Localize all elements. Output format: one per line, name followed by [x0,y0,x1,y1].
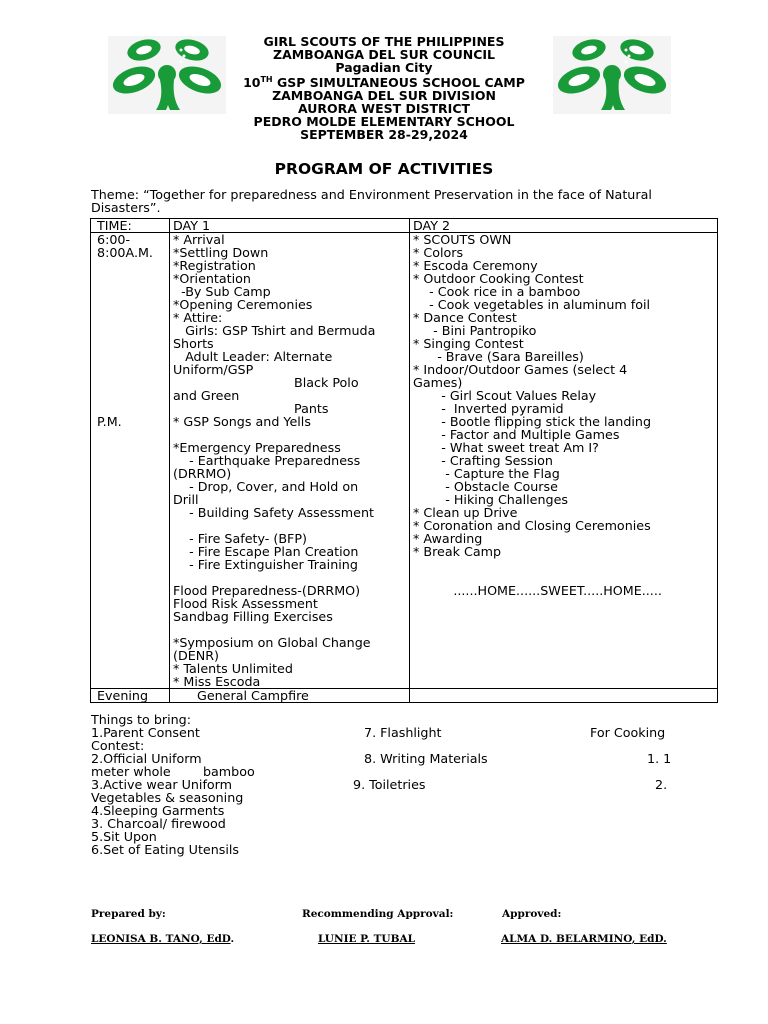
header-date: SEPTEMBER 28-29,2024 [300,126,468,142]
day1-activity-line: and Green [173,388,240,403]
prepared-by-name-text: LEONISA B. TANO, EdD [91,933,231,945]
header-org: GIRL SCOUTS OF THE PHILIPPINES [263,34,505,49]
day1-activity-line: Drill [173,492,199,507]
day1-activity-line: Sandbag Filling Exercises [173,609,333,624]
day1-activity-line: *Registration [173,258,256,273]
bring-item: 9. Toiletries [353,777,426,792]
day2-activity-line: - Bini Pantropiko [413,323,537,338]
time-line: 6:00- [97,232,131,247]
day2-activity-line: - Cook rice in a bamboo [413,284,581,299]
bring-item: 2.Official Uniform [91,751,202,766]
recommending-approval-label: Recommending Approval: [302,908,454,920]
header-camp-name: GSP SIMULTANEOUS SCHOOL CAMP [272,75,525,91]
day2-activity-line: - Factor and Multiple Games [413,427,620,442]
evening-activity: General Campfire [170,689,410,703]
day1-activity-line: Flood Preparedness-(DRRMO) [173,583,361,598]
table-row [91,233,718,689]
day1-activity-line: - Fire Escape Plan Creation [173,544,359,559]
bring-item: 6.Set of Eating Utensils [91,842,240,857]
day1-activity-line: *Symposium on Global Change [173,635,371,650]
day2-activity-line: - Capture the Flag [413,466,560,481]
day1-activity-line: - Fire Extinguisher Training [173,557,358,572]
prepared-by-label: Prepared by: [91,908,166,920]
day1-activity-line: - Earthquake Preparedness [173,453,361,468]
day1-activity-line: * Attire: [173,310,223,325]
things-heading: Things to bring: [91,712,191,727]
day1-activity-line: *Settling Down [173,245,269,260]
day2-activity-line: * Clean up Drive [413,505,518,520]
bring-item: Contest: [91,738,145,753]
header-city: Pagadian City [335,59,433,75]
day1-activity-line: - Building Safety Assessment [173,505,374,520]
program-table [90,218,718,703]
day1-activity-line: *Orientation [173,271,251,286]
evening-label: Evening [91,689,170,703]
header-camp-ordinal: TH [260,75,273,85]
day1-activity-line: Pants [173,401,329,416]
day1-activity-line: *Emergency Preparedness [173,440,341,455]
header-district: AURORA WEST DISTRICT [297,101,471,117]
column-header-day2: DAY 2 [410,219,718,233]
day1-activity-line: (DRRMO) [173,466,232,481]
cooking-contest-item: 1. 1 [647,751,672,766]
day2-activity-line: * Escoda Ceremony [413,258,538,273]
list-item [91,843,731,856]
day2-activity-line: - Obstacle Course [413,479,558,494]
day2-activity-line: - Crafting Session [413,453,553,468]
day2-activity-line: ......HOME......SWEET.....HOME..... [413,583,662,598]
girl-scout-trefoil-icon [108,36,226,114]
day1-cell [170,233,410,689]
day1-activity-line: (DENR) [173,648,219,663]
day2-activity-line: * Singing Contest [413,336,524,351]
day1-activity-line: Flood Risk Assessment [173,596,318,611]
approved-name: ALMA D. BELARMINO, EdD. [501,933,667,945]
header-camp-number: 10 [243,75,261,91]
column-header-day1: DAY 1 [170,219,410,233]
day2-activity-line: - Girl Scout Values Relay [413,388,597,403]
day1-activity-line: Uniform/GSP [173,362,254,377]
bring-item: 3.Active wear Uniform [91,777,233,792]
day2-activity-line: - Bootle flipping stick the landing [413,414,652,429]
list-item [91,817,731,830]
table-header-row [91,219,718,233]
day1-activity-line: -By Sub Camp [173,284,271,299]
prepared-by-name [91,933,234,945]
theme-text: Theme: “Together for preparedness and Environment Preservation in the face of Natural Disasters”. [91,187,652,215]
day2-activity-line: - Cook vegetables in aluminum foil [413,297,651,312]
day2-activity-line: * Break Camp [413,544,502,559]
day1-activity-line: Adult Leader: Alternate [173,349,333,364]
cooking-contest-item: 2. [655,777,668,792]
day1-activity-line: Shorts [173,336,214,351]
bring-item: 3. Charcoal/ firewood [91,816,226,831]
day2-activity-line: * Outdoor Cooking Contest [413,271,584,286]
bring-item: 5.Sit Upon [91,829,157,844]
things-to-bring [91,713,731,856]
day2-activity-line: * Coronation and Closing Ceremonies [413,518,651,533]
day2-activity-line: * Awarding [413,531,483,546]
day1-activity-line: * Arrival [173,232,225,247]
header-division: ZAMBOANGA DEL SUR DIVISION [272,88,496,104]
cooking-contest-item: For Cooking [590,725,666,740]
day1-activity-line: Girls: GSP Tshirt and Bermuda [173,323,376,338]
column-header-time: TIME: [91,219,170,233]
day2-activity-line: * Indoor/Outdoor Games (select 4 [413,362,628,377]
day1-activity-line: * GSP Songs and Yells [173,414,311,429]
bring-item: Vegetables & seasoning [91,790,244,805]
header-council: ZAMBOANGA DEL SUR COUNCIL [273,46,495,62]
bring-item: 4.Sleeping Garments [91,803,225,818]
document-header [220,36,548,142]
prepared-by-name-suffix: . [230,933,235,945]
day1-activity-line: - Drop, Cover, and Hold on [173,479,359,494]
day1-activity-line: - Fire Safety- (BFP) [173,531,307,546]
table-row [91,689,718,703]
evening-empty-cell [410,689,718,703]
day2-activity-line: - Brave (Sara Bareilles) [413,349,584,364]
day2-activity-line: - Hiking Challenges [413,492,568,507]
time-line: 8:00A.M. [97,245,153,260]
day2-activity-line: Games) [413,375,463,390]
day1-activity-line: * Miss Escoda [173,674,261,689]
day1-activity-line: Black Polo [173,375,359,390]
day2-activity-line: - Inverted pyramid [413,401,564,416]
day2-cell [410,233,718,689]
header-school: PEDRO MOLDE ELEMENTARY SCHOOL [253,113,515,129]
girl-scout-trefoil-icon [553,36,671,114]
day2-activity-line: - What sweet treat Am I? [413,440,599,455]
day2-activity-line: * SCOUTS OWN [413,232,512,247]
list-item [91,726,731,739]
bring-item: 8. Writing Materials [364,751,488,766]
time-cell [91,233,170,689]
pm-label: P.M. [97,414,122,429]
bring-item: meter whole bamboo [91,764,255,779]
bring-item: 7. Flashlight [364,725,442,740]
day1-activity-line: * Talents Unlimited [173,661,293,676]
recommending-name: LUNIE P. TUBAL [318,933,415,945]
day2-activity-line: * Colors [413,245,464,260]
day2-activity-line: * Dance Contest [413,310,517,325]
day2-activity-line [413,558,717,571]
approved-label: Approved: [502,908,562,920]
bring-item: 1.Parent Consent [91,725,200,740]
day1-activity-line: *Opening Ceremonies [173,297,313,312]
page-title: PROGRAM OF ACTIVITIES [274,160,494,178]
